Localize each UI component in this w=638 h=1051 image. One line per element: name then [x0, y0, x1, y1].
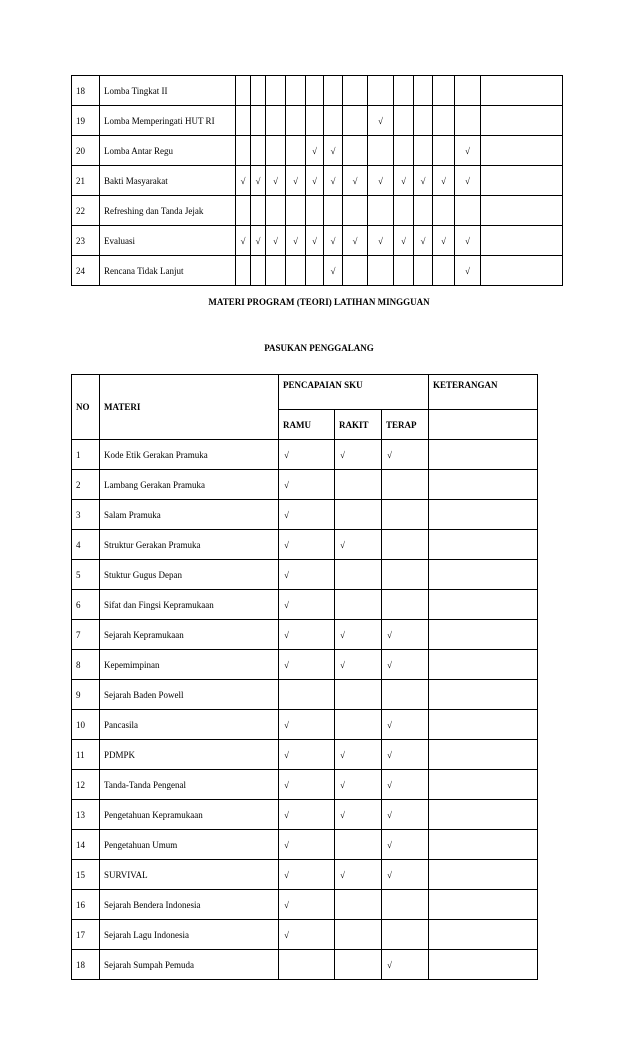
check-cell [414, 136, 433, 166]
row-number: 1 [72, 440, 100, 470]
check-cell [251, 196, 266, 226]
table-row [72, 920, 538, 950]
rakit-check [335, 470, 382, 500]
materi-name: Sejarah Bendera Indonesia [100, 890, 279, 920]
check-cell: √ [394, 226, 414, 256]
check-cell [433, 76, 455, 106]
check-cell: √ [286, 166, 306, 196]
check-cell: √ [455, 256, 481, 286]
ramu-check: √ [279, 650, 335, 680]
ramu-check: √ [279, 800, 335, 830]
check-cell [455, 76, 481, 106]
table-row [72, 196, 563, 226]
activity-name: Evaluasi [100, 226, 236, 256]
check-cell [481, 256, 563, 286]
check-cell [368, 76, 394, 106]
materi-name: Pancasila [100, 710, 279, 740]
ramu-check: √ [279, 830, 335, 860]
check-cell [414, 106, 433, 136]
materi-name: Struktur Gerakan Pramuka [100, 530, 279, 560]
row-number: 12 [72, 770, 100, 800]
ramu-check: √ [279, 620, 335, 650]
ramu-check: √ [279, 770, 335, 800]
ramu-check: √ [279, 440, 335, 470]
header-keterangan-blank [429, 410, 538, 440]
table-row [72, 530, 538, 560]
materi-name: Pengetahuan Umum [100, 830, 279, 860]
check-cell [481, 196, 563, 226]
rakit-check: √ [335, 740, 382, 770]
table-row [72, 740, 538, 770]
terap-check: √ [382, 620, 429, 650]
check-cell [266, 256, 286, 286]
row-number: 6 [72, 590, 100, 620]
activity-name: Lomba Antar Regu [100, 136, 236, 166]
check-cell: √ [368, 226, 394, 256]
row-number: 18 [72, 950, 100, 980]
rakit-check [335, 830, 382, 860]
check-cell [368, 196, 394, 226]
check-cell [343, 136, 368, 166]
check-cell [306, 256, 324, 286]
keterangan-cell [429, 530, 538, 560]
materi-name: Sejarah Sumpah Pemuda [100, 950, 279, 980]
table-row [72, 950, 538, 980]
materi-name: Pengetahuan Kepramukaan [100, 800, 279, 830]
materi-name: Sejarah Lagu Indonesia [100, 920, 279, 950]
rakit-check [335, 950, 382, 980]
check-cell [266, 136, 286, 166]
table-row [72, 440, 538, 470]
rakit-check: √ [335, 770, 382, 800]
check-cell: √ [368, 106, 394, 136]
rakit-check [335, 890, 382, 920]
check-cell [306, 76, 324, 106]
check-cell [343, 76, 368, 106]
check-cell: √ [433, 226, 455, 256]
check-cell [481, 106, 563, 136]
check-cell [414, 76, 433, 106]
materi-name: Sejarah Kepramukaan [100, 620, 279, 650]
check-cell [481, 166, 563, 196]
check-cell [286, 256, 306, 286]
check-cell [394, 256, 414, 286]
ramu-check [279, 950, 335, 980]
check-cell [394, 136, 414, 166]
ramu-check [279, 680, 335, 710]
check-cell: √ [306, 166, 324, 196]
row-number: 23 [72, 226, 100, 256]
check-cell: √ [266, 226, 286, 256]
terap-check: √ [382, 710, 429, 740]
check-cell: √ [414, 226, 433, 256]
check-cell: √ [266, 166, 286, 196]
table-row [72, 830, 538, 860]
terap-check [382, 920, 429, 950]
check-cell: √ [251, 226, 266, 256]
check-cell: √ [455, 136, 481, 166]
schedule-table [71, 75, 563, 286]
table-row [72, 590, 538, 620]
keterangan-cell [429, 440, 538, 470]
row-number: 3 [72, 500, 100, 530]
header-no: NO [72, 375, 100, 440]
rakit-check: √ [335, 650, 382, 680]
keterangan-cell [429, 500, 538, 530]
check-cell [343, 106, 368, 136]
check-cell [394, 76, 414, 106]
check-cell: √ [455, 166, 481, 196]
rakit-check: √ [335, 800, 382, 830]
activity-name: Lomba Tingkat II [100, 76, 236, 106]
terap-check: √ [382, 650, 429, 680]
row-number: 7 [72, 620, 100, 650]
header-terap: TERAP [382, 410, 429, 440]
rakit-check [335, 560, 382, 590]
terap-check [382, 590, 429, 620]
section-title: MATERI PROGRAM (TEORI) LATIHAN MINGGUAN [208, 297, 430, 307]
materi-name: Salam Pramuka [100, 500, 279, 530]
check-cell: √ [414, 166, 433, 196]
activity-name: Bakti Masyarakat [100, 166, 236, 196]
materi-name: Sejarah Baden Powell [100, 680, 279, 710]
table-row [72, 256, 563, 286]
activity-name: Rencana Tidak Lanjut [100, 256, 236, 286]
check-cell [394, 106, 414, 136]
row-number: 16 [72, 890, 100, 920]
check-cell: √ [433, 166, 455, 196]
keterangan-cell [429, 800, 538, 830]
check-cell: √ [306, 136, 324, 166]
check-cell [236, 136, 251, 166]
ramu-check: √ [279, 560, 335, 590]
check-cell [481, 136, 563, 166]
terap-check: √ [382, 800, 429, 830]
check-cell [236, 196, 251, 226]
check-cell: √ [455, 226, 481, 256]
header-materi: MATERI [100, 375, 279, 440]
terap-check: √ [382, 740, 429, 770]
check-cell [324, 196, 343, 226]
check-cell [481, 226, 563, 256]
check-cell: √ [343, 166, 368, 196]
keterangan-cell [429, 770, 538, 800]
materi-name: PDMPK [100, 740, 279, 770]
check-cell [306, 196, 324, 226]
check-cell [266, 106, 286, 136]
table-row [72, 106, 563, 136]
row-number: 13 [72, 800, 100, 830]
check-cell [251, 256, 266, 286]
check-cell: √ [236, 226, 251, 256]
row-number: 15 [72, 860, 100, 890]
check-cell [236, 76, 251, 106]
table-row [72, 560, 538, 590]
check-cell [433, 106, 455, 136]
row-number: 10 [72, 710, 100, 740]
check-cell: √ [236, 166, 251, 196]
check-cell [368, 136, 394, 166]
check-cell [266, 196, 286, 226]
materi-name: Tanda-Tanda Pengenal [100, 770, 279, 800]
check-cell: √ [368, 166, 394, 196]
row-number: 8 [72, 650, 100, 680]
check-cell: √ [394, 166, 414, 196]
check-cell [324, 106, 343, 136]
check-cell [251, 76, 266, 106]
materi-name: Sifat dan Fingsi Kepramukaan [100, 590, 279, 620]
check-cell [306, 106, 324, 136]
terap-check [382, 560, 429, 590]
terap-check [382, 680, 429, 710]
rakit-check: √ [335, 440, 382, 470]
table-row [72, 76, 563, 106]
materi-name: Stuktur Gugus Depan [100, 560, 279, 590]
check-cell [343, 196, 368, 226]
check-cell: √ [324, 166, 343, 196]
check-cell: √ [324, 136, 343, 166]
terap-check: √ [382, 860, 429, 890]
row-number: 18 [72, 76, 100, 106]
ramu-check: √ [279, 860, 335, 890]
ramu-check: √ [279, 710, 335, 740]
check-cell [433, 256, 455, 286]
check-cell [286, 196, 306, 226]
check-cell [251, 136, 266, 166]
check-cell: √ [286, 226, 306, 256]
header-ramu: RAMU [279, 410, 335, 440]
check-cell [368, 256, 394, 286]
table-row [72, 680, 538, 710]
table-row [72, 470, 538, 500]
row-number: 9 [72, 680, 100, 710]
rakit-check: √ [335, 860, 382, 890]
rakit-check [335, 710, 382, 740]
table-row [72, 620, 538, 650]
row-number: 4 [72, 530, 100, 560]
keterangan-cell [429, 740, 538, 770]
activity-name: Lomba Memperingati HUT RI [100, 106, 236, 136]
rakit-check [335, 680, 382, 710]
table-row [72, 650, 538, 680]
ramu-check: √ [279, 890, 335, 920]
check-cell [433, 136, 455, 166]
ramu-check: √ [279, 590, 335, 620]
ramu-check: √ [279, 500, 335, 530]
check-cell [251, 106, 266, 136]
check-cell [394, 196, 414, 226]
check-cell [455, 106, 481, 136]
row-number: 21 [72, 166, 100, 196]
terap-check [382, 890, 429, 920]
check-cell [481, 76, 563, 106]
terap-check: √ [382, 770, 429, 800]
table-row [72, 800, 538, 830]
table-row [72, 710, 538, 740]
ramu-check: √ [279, 920, 335, 950]
terap-check: √ [382, 950, 429, 980]
rakit-check: √ [335, 620, 382, 650]
keterangan-cell [429, 650, 538, 680]
header-rakit: RAKIT [335, 410, 382, 440]
check-cell [236, 106, 251, 136]
check-cell: √ [324, 226, 343, 256]
check-cell [286, 76, 306, 106]
row-number: 20 [72, 136, 100, 166]
terap-check [382, 470, 429, 500]
check-cell [455, 196, 481, 226]
keterangan-cell [429, 590, 538, 620]
row-number: 22 [72, 196, 100, 226]
header-pencapaian-sku: PENCAPAIAN SKU [279, 375, 429, 410]
check-cell [286, 106, 306, 136]
row-number: 17 [72, 920, 100, 950]
activity-name: Refreshing dan Tanda Jejak [100, 196, 236, 226]
keterangan-cell [429, 860, 538, 890]
table-row [72, 770, 538, 800]
ramu-check: √ [279, 470, 335, 500]
check-cell: √ [306, 226, 324, 256]
materi-name: SURVIVAL [100, 860, 279, 890]
row-number: 2 [72, 470, 100, 500]
table-row [72, 890, 538, 920]
check-cell [414, 256, 433, 286]
materi-name: Kepemimpinan [100, 650, 279, 680]
terap-check [382, 530, 429, 560]
terap-check [382, 500, 429, 530]
check-cell: √ [251, 166, 266, 196]
rakit-check: √ [335, 530, 382, 560]
rakit-check [335, 590, 382, 620]
materi-header-row [72, 375, 538, 410]
table-row [72, 166, 563, 196]
check-cell [286, 136, 306, 166]
row-number: 5 [72, 560, 100, 590]
keterangan-cell [429, 560, 538, 590]
keterangan-cell [429, 620, 538, 650]
keterangan-cell [429, 680, 538, 710]
materi-name: Lambang Gerakan Pramuka [100, 470, 279, 500]
ramu-check: √ [279, 740, 335, 770]
check-cell [266, 76, 286, 106]
check-cell: √ [343, 226, 368, 256]
table-row [72, 860, 538, 890]
check-cell: √ [324, 256, 343, 286]
rakit-check [335, 500, 382, 530]
check-cell [236, 256, 251, 286]
table-row [72, 500, 538, 530]
ramu-check: √ [279, 530, 335, 560]
rakit-check [335, 920, 382, 950]
check-cell [414, 196, 433, 226]
keterangan-cell [429, 470, 538, 500]
check-cell [433, 196, 455, 226]
row-number: 24 [72, 256, 100, 286]
keterangan-cell [429, 920, 538, 950]
keterangan-cell [429, 830, 538, 860]
table-row [72, 226, 563, 256]
row-number: 19 [72, 106, 100, 136]
table-row [72, 136, 563, 166]
check-cell [343, 256, 368, 286]
materi-table [71, 374, 538, 980]
section-subtitle: PASUKAN PENGGALANG [264, 343, 374, 353]
terap-check: √ [382, 830, 429, 860]
keterangan-cell [429, 950, 538, 980]
row-number: 14 [72, 830, 100, 860]
terap-check: √ [382, 440, 429, 470]
keterangan-cell [429, 890, 538, 920]
materi-name: Kode Etik Gerakan Pramuka [100, 440, 279, 470]
keterangan-cell [429, 710, 538, 740]
check-cell [324, 76, 343, 106]
header-keterangan: KETERANGAN [429, 375, 538, 410]
row-number: 11 [72, 740, 100, 770]
